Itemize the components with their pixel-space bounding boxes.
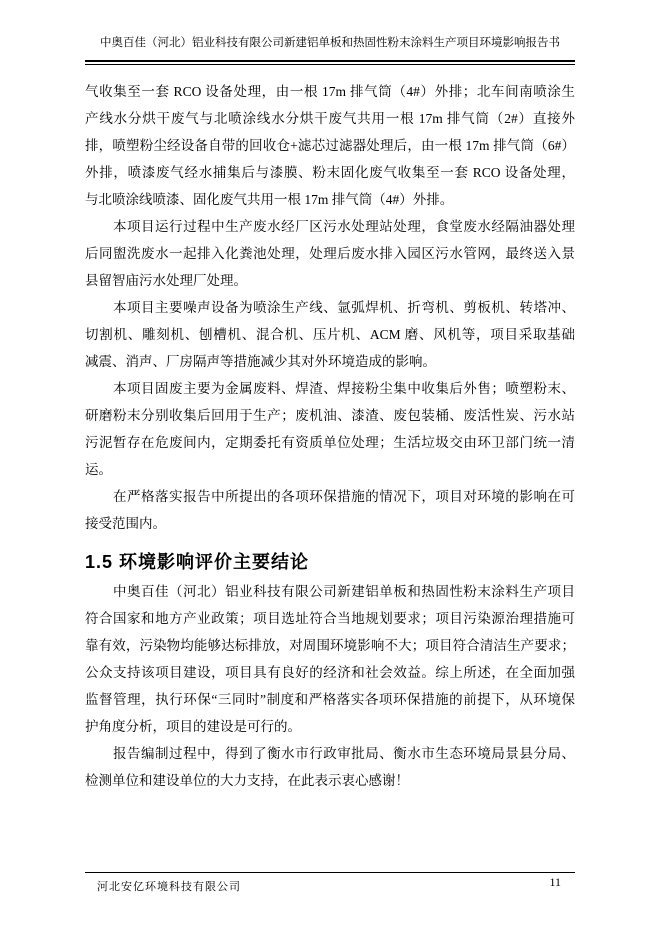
text-line: 本项目运行过程中生产废水经厂区污水处理站处理，食堂废水经隔油器处理: [113, 219, 575, 234]
text-line: 本项目主要噪声设备为喷涂生产线、氩弧焊机、折弯机、剪板机、转塔冲、: [113, 300, 575, 315]
text-line: 检测单位和建设单位的大力支持，在此表示衷心感谢！: [85, 773, 409, 788]
text-line: 在严格落实报告中所提出的各项环保措施的情况下，项目对环境的影响在可: [113, 489, 575, 504]
text-line: 符合国家和地方产业政策；项目选址符合当地规划要求；项目污染源治理措施可: [85, 611, 575, 626]
footer-rule: [85, 872, 575, 873]
text-line: 外排，喷漆废气经水捕集后与漆膜、粉末固化废气收集至一套 RCO 设备处理，: [85, 165, 575, 180]
text-line: 接受范围内。: [85, 516, 166, 531]
page-number: 11: [549, 875, 561, 889]
text-line: 靠有效，污染物均能够达标排放，对周围环境影响不大；项目符合清洁生产要求；: [85, 638, 575, 653]
text-line: 后同盥洗废水一起排入化粪池处理，处理后废水排入园区污水管网，最终送入景: [85, 246, 575, 261]
text-line: 气收集至一套 RCO 设备处理，由一根 17m 排气筒（4#）外排；北车间南喷涂生: [85, 84, 575, 99]
paragraph: [85, 578, 575, 740]
page-header-title: 中奥百佳（河北）铝业科技有限公司新建铝单板和热固性粉末涂料生产项目环境影响报告书: [100, 37, 560, 49]
text-line: 中奥百佳（河北）铝业科技有限公司新建铝单板和热固性粉末涂料生产项目: [113, 584, 575, 599]
paragraph: [85, 294, 575, 375]
text-line: 与北喷涂线喷漆、固化废气共用一根 17m 排气筒（4#）外排。: [85, 192, 454, 207]
text-line: 本项目固废主要为金属废料、焊渣、焊接粉尘集中收集后外售；喷塑粉末、: [113, 381, 575, 396]
text-line: 切割机、雕刻机、刨槽机、混合机、压片机、ACM 磨、风机等，项目采取基础: [85, 327, 575, 342]
paragraph: [85, 78, 575, 213]
document-body: [85, 78, 575, 794]
text-line: 监督管理，执行环保“三同时”制度和严格落实各项环保措施的前提下，从环境保: [85, 692, 575, 707]
section-heading: 1.5 环境影响评价主要结论: [85, 552, 310, 572]
text-line: 公众支持该项目建设，项目具有良好的经济和社会效益。综上所述，在全面加强: [85, 665, 575, 680]
text-line: 研磨粉末分别收集后回用于生产；废机油、漆渣、废包装桶、废活性炭、污水站: [85, 408, 575, 423]
text-line: 排，喷塑粉尘经设备自带的回收仓+滤芯过滤器处理后，由一根 17m 排气筒（6#）: [85, 138, 575, 153]
paragraph: [85, 375, 575, 483]
paragraph: [85, 213, 575, 294]
footer-company-name: 河北安亿环境科技有限公司: [97, 881, 241, 893]
text-line: 污泥暂存在危废间内，定期委托有资质单位处理；生活垃圾交由环卫部门统一清: [85, 435, 575, 450]
text-line: 护角度分析，项目的建设是可行的。: [85, 719, 301, 734]
paragraph: [85, 483, 575, 537]
text-line: 产线水分烘干废气与北喷涂线水分烘干废气共用一根 17m 排气筒（2#）直接外: [85, 111, 575, 126]
paragraph: [85, 740, 575, 794]
header-double-rule: [85, 60, 575, 65]
text-line: 报告编制过程中，得到了衡水市行政审批局、衡水市生态环境局景县分局、: [113, 746, 575, 761]
text-line: 运。: [85, 462, 112, 477]
text-line: 县留智庙污水处理厂处理。: [85, 273, 247, 288]
text-line: 减震、消声、厂房隔声等措施减少其对外环境造成的影响。: [85, 354, 436, 369]
